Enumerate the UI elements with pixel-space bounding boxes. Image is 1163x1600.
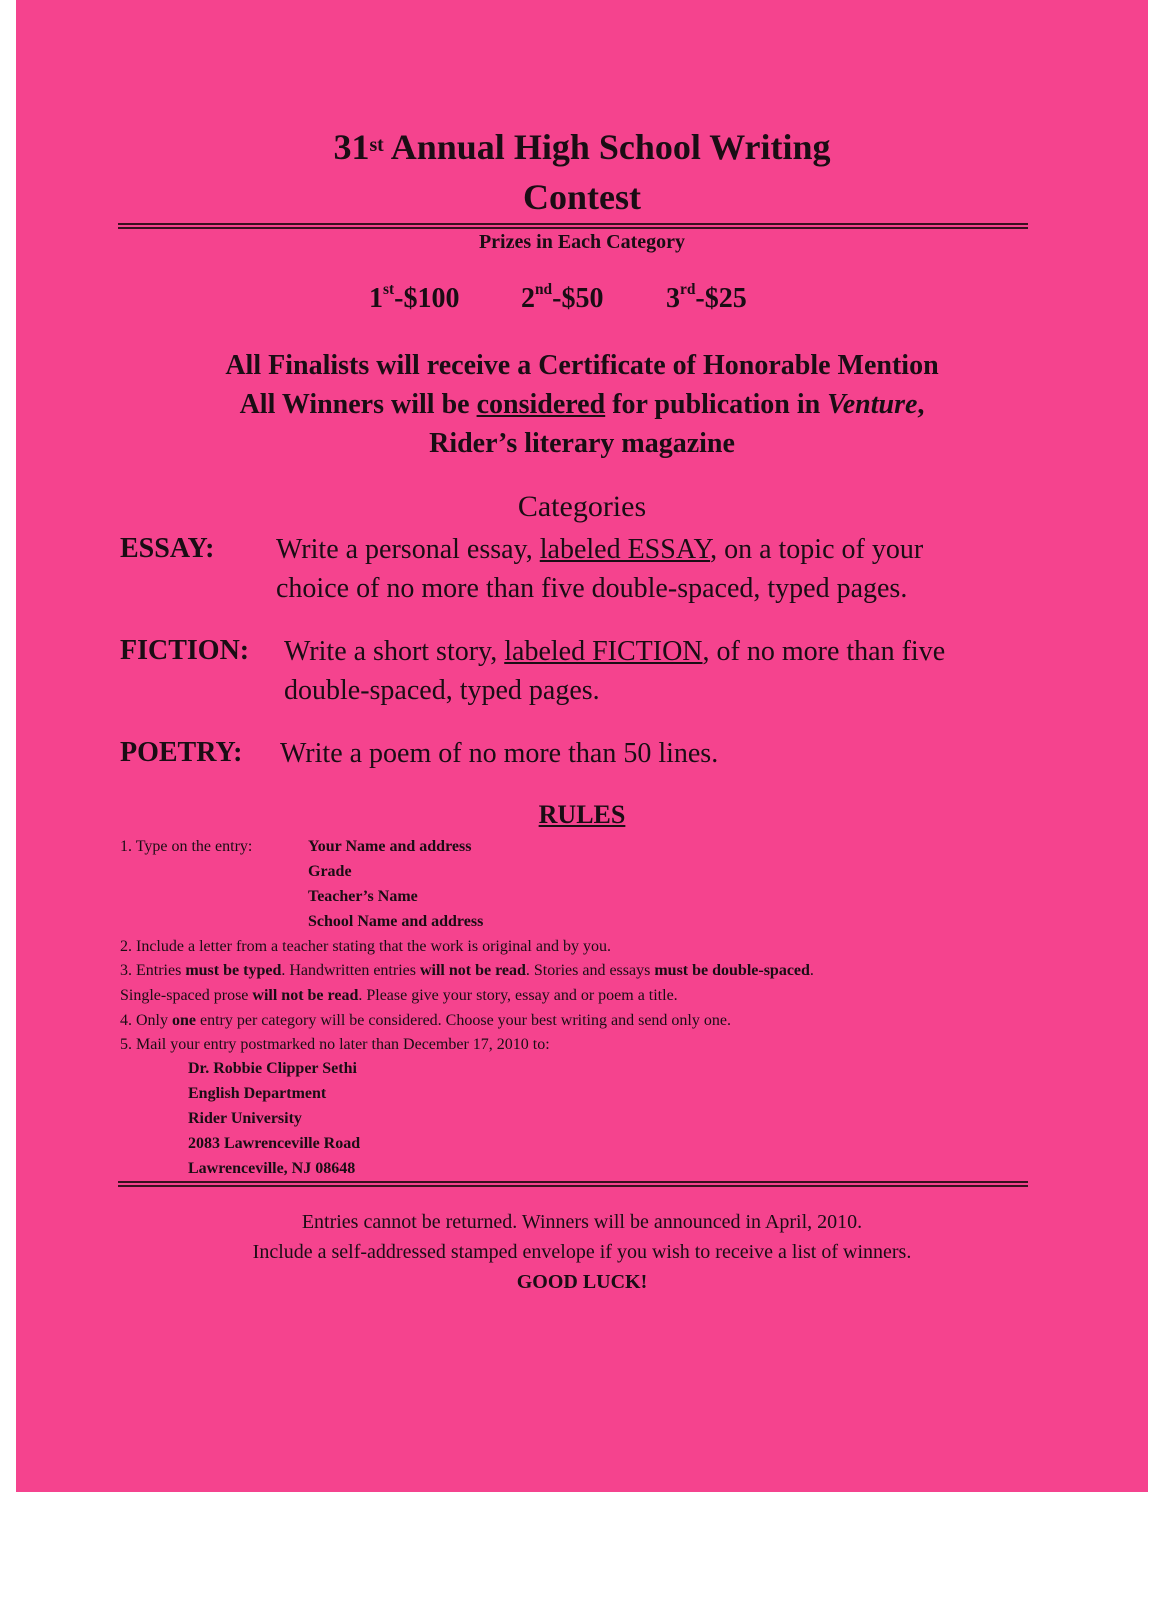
title-ordinal: st — [369, 134, 384, 156]
mailing-address: Dr. Robbie Clipper Sethi English Department Rider University 2083 Lawrenceville Road Lawrenceville, NJ 08648 — [188, 1060, 361, 1177]
poetry-label: POETRY: — [120, 737, 243, 768]
finalists-notice: All Finalists will receive a Certificate of Honorable Mention — [225, 350, 939, 381]
title-line-1 — [16, 122, 1148, 172]
rule-1-items: Your Name and address Grade Teacher’s Name School Name and address — [308, 838, 484, 930]
bottom-divider — [118, 1181, 1028, 1187]
rule-1-lead: 1. Type on the entry: — [120, 838, 253, 855]
title-number: 31 — [333, 127, 370, 167]
rule-3-continued: Single-spaced prose will not be read. Please give your story, essay and or poem a title. — [120, 987, 678, 1004]
footer-line-2: Include a self-addressed stamped envelope if you wish to receive a list of winners. — [252, 1241, 912, 1263]
prize-first: 1st-$100 — [369, 281, 460, 314]
essay-description: Write a personal essay, labeled ESSAY, on a topic of your choice of no more than five double-spaced, typed pages. — [276, 534, 924, 604]
winners-notice: All Winners will be considered for publication in Venture, — [239, 389, 925, 420]
title-text: Annual High School Writing — [383, 127, 831, 167]
flyer-sheet — [16, 0, 1148, 1492]
rule-2: 2. Include a letter from a teacher stating that the work is original and by you. — [120, 938, 611, 955]
rule-4: 4. Only one entry per category will be considered. Choose your best writing and send only one. — [120, 1012, 731, 1029]
rules-heading: RULES — [538, 800, 626, 829]
title-line-2: Contest — [523, 177, 641, 217]
good-luck: GOOD LUCK! — [516, 1271, 648, 1293]
fiction-description: Write a short story, labeled FICTION, of no more than five double-spaced, typed pages. — [284, 636, 946, 706]
rule-3: 3. Entries must be typed. Handwritten entries will not be read. Stories and essays must be double-spaced. — [120, 962, 814, 979]
top-divider — [118, 223, 1028, 229]
prizes-heading: Prizes in Each Category — [478, 231, 686, 253]
magazine-notice: Rider’s literary magazine — [429, 428, 735, 459]
prize-third: 3rd-$25 — [666, 281, 747, 314]
magazine-name: Venture — [827, 389, 918, 420]
prize-second: 2nd-$50 — [521, 281, 604, 314]
fiction-label: FICTION: — [120, 635, 250, 666]
essay-label: ESSAY: — [120, 533, 215, 564]
rule-5: 5. Mail your entry postmarked no later than December 17, 2010 to: — [120, 1036, 550, 1053]
categories-heading: Categories — [517, 490, 647, 523]
poetry-description: Write a poem of no more than 50 lines. — [280, 738, 719, 769]
footer-line-1: Entries cannot be returned. Winners will be announced in April, 2010. — [301, 1211, 863, 1233]
